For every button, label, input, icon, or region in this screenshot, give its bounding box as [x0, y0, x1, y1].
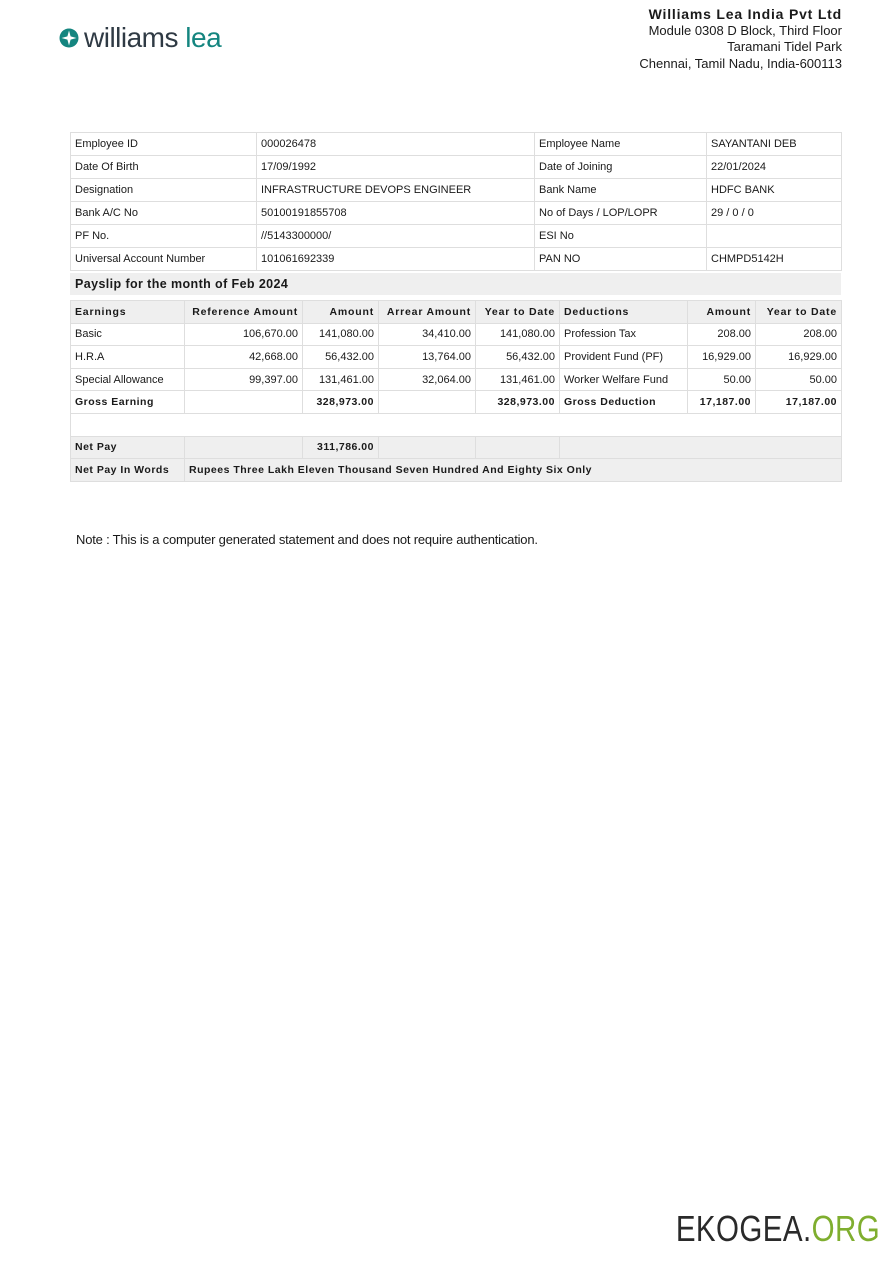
table-cell: 141,080.00: [303, 323, 379, 346]
table-cell: [379, 436, 476, 459]
site-watermark: [676, 1208, 880, 1250]
employee-info-table: [70, 132, 842, 271]
company-address-line-2: Taramani Tidel Park: [727, 39, 842, 54]
info-label: Date Of Birth: [71, 156, 257, 179]
info-value: 17/09/1992: [257, 156, 535, 179]
company-logo: [59, 22, 221, 54]
earnings-deductions-table: [70, 300, 842, 482]
column-header: Deductions: [560, 301, 688, 324]
table-cell: 50.00: [688, 368, 756, 391]
gross-deduction-ytd: 17,187.00: [756, 391, 842, 414]
table-cell: Profession Tax: [560, 323, 688, 346]
logo-star-icon: [59, 28, 79, 48]
table-cell: 16,929.00: [688, 346, 756, 369]
info-value: 50100191855708: [257, 202, 535, 225]
table-cell: 50.00: [756, 368, 842, 391]
net-pay-row: [71, 436, 842, 459]
table-cell: 56,432.00: [476, 346, 560, 369]
table-cell: 13,764.00: [379, 346, 476, 369]
info-value: 000026478: [257, 133, 535, 156]
info-value: 101061692339: [257, 248, 535, 271]
column-header: Earnings: [71, 301, 185, 324]
employee-info-row: [71, 225, 842, 248]
table-cell: 42,668.00: [185, 346, 303, 369]
table-cell: [476, 436, 560, 459]
net-pay-words-label: Net Pay In Words: [71, 459, 185, 482]
table-cell: 208.00: [688, 323, 756, 346]
info-value: CHMPD5142H: [707, 248, 842, 271]
gross-earning-ytd: 328,973.00: [476, 391, 560, 414]
table-cell: [185, 436, 303, 459]
info-label: Employee Name: [535, 133, 707, 156]
info-label: Date of Joining: [535, 156, 707, 179]
info-label: ESI No: [535, 225, 707, 248]
employee-info-row: [71, 133, 842, 156]
column-header: Amount: [303, 301, 379, 324]
table-cell: H.R.A: [71, 346, 185, 369]
table-cell: 106,670.00: [185, 323, 303, 346]
table-cell: [379, 391, 476, 414]
table-header-row: [71, 301, 842, 324]
column-header: Amount: [688, 301, 756, 324]
payslip-title: Payslip for the month of Feb 2024: [70, 273, 841, 295]
table-cell: 131,461.00: [476, 368, 560, 391]
employee-info-row: [71, 179, 842, 202]
table-cell: 56,432.00: [303, 346, 379, 369]
logo-brand-a: williams: [84, 22, 178, 53]
net-pay-words-row: [71, 459, 842, 482]
company-address-line-1: Module 0308 D Block, Third Floor: [648, 22, 842, 38]
employee-info-row: [71, 202, 842, 225]
gross-deduction-amount: 17,187.00: [688, 391, 756, 414]
table-cell: 131,461.00: [303, 368, 379, 391]
employee-info-row: [71, 248, 842, 271]
info-label: Employee ID: [71, 133, 257, 156]
info-value: HDFC BANK: [707, 179, 842, 202]
employee-info-row: [71, 156, 842, 179]
info-label: Bank A/C No: [71, 202, 257, 225]
table-cell: Provident Fund (PF): [560, 346, 688, 369]
column-header: Year to Date: [476, 301, 560, 324]
authentication-note: Note : This is a computer generated statement and does not require authentication.: [76, 532, 538, 547]
info-label: Universal Account Number: [71, 248, 257, 271]
net-pay-label: Net Pay: [71, 436, 185, 459]
table-cell: 141,080.00: [476, 323, 560, 346]
column-header: Arrear Amount: [379, 301, 476, 324]
gross-deduction-label: Gross Deduction: [560, 391, 688, 414]
table-cell: 16,929.00: [756, 346, 842, 369]
company-address-block: [639, 6, 842, 72]
info-value: SAYANTANI DEB: [707, 133, 842, 156]
info-label: PF No.: [71, 225, 257, 248]
table-cell: Worker Welfare Fund: [560, 368, 688, 391]
table-cell: Basic: [71, 323, 185, 346]
info-value: 29 / 0 / 0: [707, 202, 842, 225]
watermark-part-2: ORG: [811, 1208, 880, 1249]
net-pay-value: 311,786.00: [303, 436, 379, 459]
watermark-part-1: EKOGEA.: [675, 1208, 812, 1249]
company-name: Williams Lea India Pvt Ltd: [648, 6, 842, 22]
column-header: Year to Date: [756, 301, 842, 324]
gross-totals-row: [71, 391, 842, 414]
table-row: [71, 368, 842, 391]
column-header: Reference Amount: [185, 301, 303, 324]
table-cell: Special Allowance: [71, 368, 185, 391]
info-label: Bank Name: [535, 179, 707, 202]
info-label: Designation: [71, 179, 257, 202]
table-cell: 208.00: [756, 323, 842, 346]
spacer-row: [71, 413, 842, 436]
gross-earning-label: Gross Earning: [71, 391, 185, 414]
info-value: INFRASTRUCTURE DEVOPS ENGINEER: [257, 179, 535, 202]
logo-wordmark: [84, 22, 221, 54]
table-cell: [560, 436, 842, 459]
info-label: No of Days / LOP/LOPR: [535, 202, 707, 225]
info-value: [707, 225, 842, 248]
logo-brand-b: lea: [185, 22, 222, 53]
company-address-line-3: Chennai, Tamil Nadu, India-600113: [639, 55, 842, 71]
table-row: [71, 323, 842, 346]
table-cell: [185, 391, 303, 414]
table-cell: 32,064.00: [379, 368, 476, 391]
table-row: [71, 346, 842, 369]
table-cell: 99,397.00: [185, 368, 303, 391]
spacer-cell: [71, 413, 842, 436]
net-pay-words-value: Rupees Three Lakh Eleven Thousand Seven Hundred And Eighty Six Only: [185, 459, 842, 482]
info-value: 22/01/2024: [707, 156, 842, 179]
gross-earning-amount: 328,973.00: [303, 391, 379, 414]
info-label: PAN NO: [535, 248, 707, 271]
info-value: //5143300000/: [257, 225, 535, 248]
table-cell: 34,410.00: [379, 323, 476, 346]
